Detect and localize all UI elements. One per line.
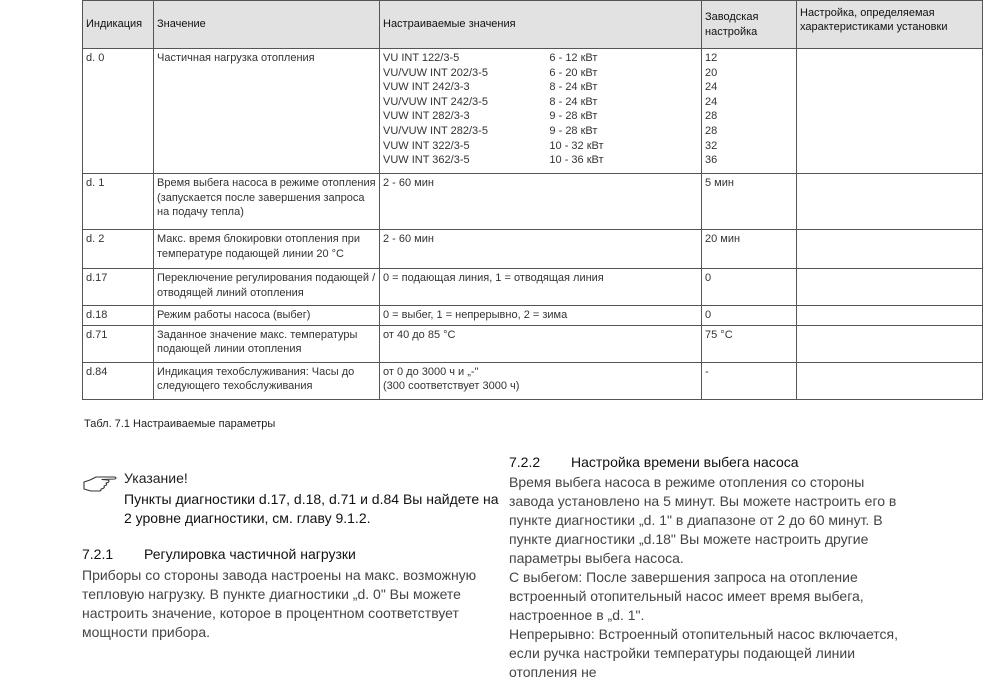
row-factory: 75 °C: [702, 325, 797, 362]
factory-value: 32: [705, 139, 718, 152]
pointing-hand-icon: [82, 474, 118, 499]
model-line: [383, 109, 698, 124]
model-name: VUW INT 242/3-3: [383, 81, 470, 94]
row-plant: [797, 49, 983, 174]
table-row: [83, 325, 983, 362]
parameters-table: [82, 0, 983, 400]
model-name: VUW INT 362/3-5: [383, 154, 470, 167]
model-line: [383, 66, 698, 81]
paragraph: Время выбега насоса в режиме отопления со стороны завода установлено на 5 минут. Вы можете настроить его в пункте диагностики „d. 1" в диапазоне от 2 до 60 минут. В пункте диагностики „d.18" Вы можете настроить другие параметры выбега насоса.: [509, 474, 897, 566]
model-line: [383, 95, 698, 110]
section-title-7-2-1: [82, 546, 356, 562]
section-number: 7.2.2: [509, 454, 541, 470]
settings-line: от 0 до 3000 ч и „-": [383, 365, 479, 378]
table-row: [83, 174, 983, 230]
table-row: [83, 269, 983, 306]
section-title-text: Регулировка частичной нагрузки: [144, 546, 356, 562]
row-plant: [797, 306, 983, 326]
model-name: VU/VUW INT 242/3-5: [383, 95, 488, 108]
row-factory: 0: [702, 306, 797, 326]
header-settings: Настраиваемые значения: [380, 1, 702, 49]
model-power: 8 - 24 кВт: [549, 95, 598, 108]
table-row: [83, 362, 983, 399]
header-indication: Индикация: [83, 1, 154, 49]
section-number: 7.2.1: [82, 546, 114, 562]
row-plant: [797, 269, 983, 306]
model-name: VU INT 122/3-5: [383, 52, 460, 64]
factory-value: 36: [705, 154, 718, 167]
model-power: 10 - 36 кВт: [549, 154, 604, 167]
row-plant: [797, 174, 983, 230]
model-name: VU/VUW INT 282/3-5: [383, 124, 488, 137]
section-text: Приборы со стороны завода настроены на макс. возможную тепловую нагрузку. В пункте диагностики „d. 0" Вы можете настроить значение, которое в процентном соответствует мощности прибора.: [82, 567, 477, 640]
parameters-table-wrap: [82, 0, 983, 400]
section-title-7-2-2: [509, 454, 799, 470]
row-plant: [797, 325, 983, 362]
row-settings: [380, 49, 702, 174]
header-factory: Заводская настройка: [702, 1, 797, 49]
factory-value: 20: [705, 66, 718, 79]
model-power: 10 - 32 кВт: [549, 139, 604, 152]
row-code: d.84: [83, 362, 154, 399]
table-row: [83, 49, 983, 174]
table-row: [83, 230, 983, 269]
row-value: Время выбега насоса в режиме отопления (запускается после завершения запроса на подачу тепла): [154, 174, 380, 230]
row-settings: от 40 до 85 °C: [380, 325, 702, 362]
header-value: Значение: [154, 1, 380, 49]
model-name: VUW INT 322/3-5: [383, 139, 470, 152]
row-value: Переключение регулирования подающей / отводящей линий отопления: [154, 269, 380, 306]
row-code: d. 0: [83, 49, 154, 174]
header-plant: [797, 1, 983, 49]
row-code: d.17: [83, 269, 154, 306]
row-code: d.18: [83, 306, 154, 326]
row-factory: 20 мин: [702, 230, 797, 269]
model-power: 9 - 28 кВт: [549, 124, 598, 137]
section-text: [509, 473, 899, 682]
model-line: [383, 139, 698, 154]
row-settings: 2 - 60 мин: [380, 230, 702, 269]
row-factory: 0: [702, 269, 797, 306]
row-settings: 0 = выбег, 1 = непрерывно, 2 = зима: [380, 306, 702, 326]
row-factory: 5 мин: [702, 174, 797, 230]
row-code: d.71: [83, 325, 154, 362]
row-factory: [702, 49, 797, 174]
model-line: [383, 124, 698, 139]
model-power: 9 - 28 кВт: [549, 110, 598, 123]
model-name: VUW INT 282/3-3: [383, 110, 470, 123]
table-caption: Табл. 7.1 Настраиваемые параметры: [84, 418, 276, 430]
row-settings: [380, 362, 702, 399]
model-line: [383, 51, 698, 66]
factory-value: 24: [705, 81, 718, 94]
model-power: 6 - 12 кВт: [549, 52, 598, 64]
row-value: Макс. время блокировки отопления при температуре подающей линии 20 °C: [154, 230, 380, 269]
row-value: Частичная нагрузка отопления: [154, 49, 380, 174]
row-settings: 0 = подающая линия, 1 = отводящая линия: [380, 269, 702, 306]
factory-value: 28: [705, 124, 718, 137]
row-value: Заданное значение макс. температуры подающей линии отопления: [154, 325, 380, 362]
model-name: VU/VUW INT 202/3-5: [383, 66, 488, 79]
model-line: [383, 153, 698, 168]
row-plant: [797, 230, 983, 269]
section-title-text: Настройка времени выбега насоса: [571, 454, 799, 470]
paragraph: Непрерывно: Встроенный отопительный насос включается, если ручка настройки температуры подающей линии отопления не: [509, 626, 898, 680]
row-plant: [797, 362, 983, 399]
paragraph: С выбегом: После завершения запроса на отопление встроенный отопительный насос имеет время выбега, настроенное в „d. 1".: [509, 569, 864, 623]
row-code: d. 2: [83, 230, 154, 269]
row-factory: -: [702, 362, 797, 399]
model-power: 8 - 24 кВт: [549, 81, 598, 94]
model-line: [383, 80, 698, 95]
factory-value: 24: [705, 95, 718, 108]
table-header-row: [83, 1, 983, 49]
header-plant-text: Настройка, определяемая характеристиками установки: [800, 6, 948, 33]
note-title: Указание!: [124, 470, 188, 486]
factory-value: 12: [705, 52, 718, 64]
row-value: Индикация техобслуживания: Часы до следующего техобслуживания: [154, 362, 380, 399]
row-code: d. 1: [83, 174, 154, 230]
note-text: Пункты диагностики d.17, d.18, d.71 и d.84 Вы найдете на 2 уровне диагностики, см. главу 9.1.2.: [124, 491, 499, 526]
row-value: Режим работы насоса (выбег): [154, 306, 380, 326]
factory-value: 28: [705, 110, 718, 123]
table-row: [83, 306, 983, 326]
model-power: 6 - 20 кВт: [549, 66, 598, 79]
settings-line: (300 соответствует 3000 ч): [383, 380, 520, 393]
row-settings: 2 - 60 мин: [380, 174, 702, 230]
